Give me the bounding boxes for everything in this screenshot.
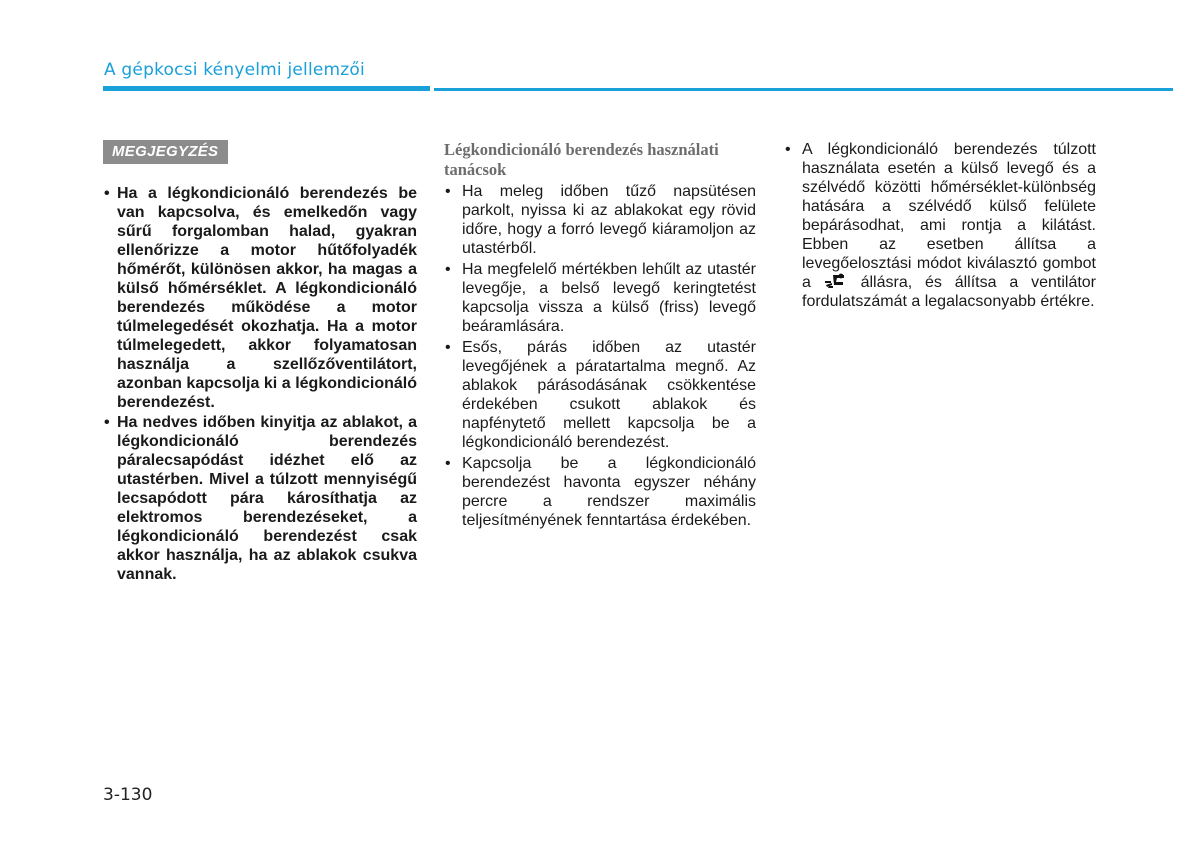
- note-item-2: • Ha nedves időben kinyitja az ablakot, a légkondicionáló berendezés páralecsapódást idézhet elő az utastérben. Mivel a túlzott mennyiségű lecsapódott pára károsíthatja az elektromos berendezéseket, a légkondicionáló berendezést csak akkor használja, ha az ablakok csukva vannak.: [103, 413, 417, 584]
- header-rule: [434, 88, 1173, 91]
- note-badge: MEGJEGYZÉS: [103, 140, 228, 164]
- header-accent-bar: [103, 86, 430, 91]
- section-title: A gépkocsi kényelmi jellemzői: [104, 60, 365, 80]
- tip-item-4: • Kapcsolja be a légkondicionáló berendezést havonta egyszer néhány percre a rendszer maximális teljesítményének fenntartása érdekében.: [444, 454, 756, 530]
- note-column: [103, 140, 417, 585]
- defog-text-before: A légkondicionáló berendezés túlzott használata esetén a külső levegő és a szélvédő közötti hőmérséklet-különbség hatására a szélvédő külső felülete bepárásodhat, ami rontja a kilátást. Ebben az esetben állítsa a levegőelosztási módot kiválasztó gombot a: [802, 141, 1096, 291]
- tips-list: [444, 182, 756, 530]
- defog-list: [784, 140, 1096, 311]
- defog-item: [784, 140, 1096, 311]
- page-number: 3-130: [103, 785, 153, 805]
- tips-heading: Légkondicionáló berendezés használati tanácsok: [444, 140, 719, 179]
- tip-item-3: • Esős, párás időben az utastér levegőjének a páratartalma megnő. Az ablakok párásodásának csökkentése érdekében csukott ablakok és napfénytető mellett kapcsolja be a légkondicionáló berendezést.: [444, 338, 756, 452]
- defog-column: [784, 140, 1096, 313]
- defog-text-after: állásra, és állítsa a ventilátor fordulatszámát a legalacsonyabb értékre.: [802, 274, 1097, 310]
- tip-item-2: • Ha megfelelő mértékben lehűlt az utastér levegője, a belső levegő keringtetést kapcsolja vissza a külső (friss) levegő beáramlására.: [444, 260, 756, 336]
- floor-vent-mode-icon: [824, 273, 848, 289]
- note-list: [103, 184, 417, 584]
- tips-column: [444, 140, 756, 532]
- tip-item-1: • Ha meleg időben tűző napsütésen parkolt, nyissa ki az ablakokat egy rövid időre, hogy a forró levegő kiáramoljon az utastérből.: [444, 182, 756, 258]
- note-item-1: • Ha a légkondicionáló berendezés be van kapcsolva, és emelkedőn vagy sűrű forgalomban halad, gyakran ellenőrizze a motor hűtőfolyadék hőmérőt, különösen akkor, ha magas a külső hőmérséklet. A légkondicionáló berendezés működése a motor túlmelegedését okozhatja. Ha a motor túlmelegedett, akkor folyamatosan használja a szellőzőventilátort, azonban kapcsolja ki a légkondicionáló berendezést.: [103, 184, 417, 412]
